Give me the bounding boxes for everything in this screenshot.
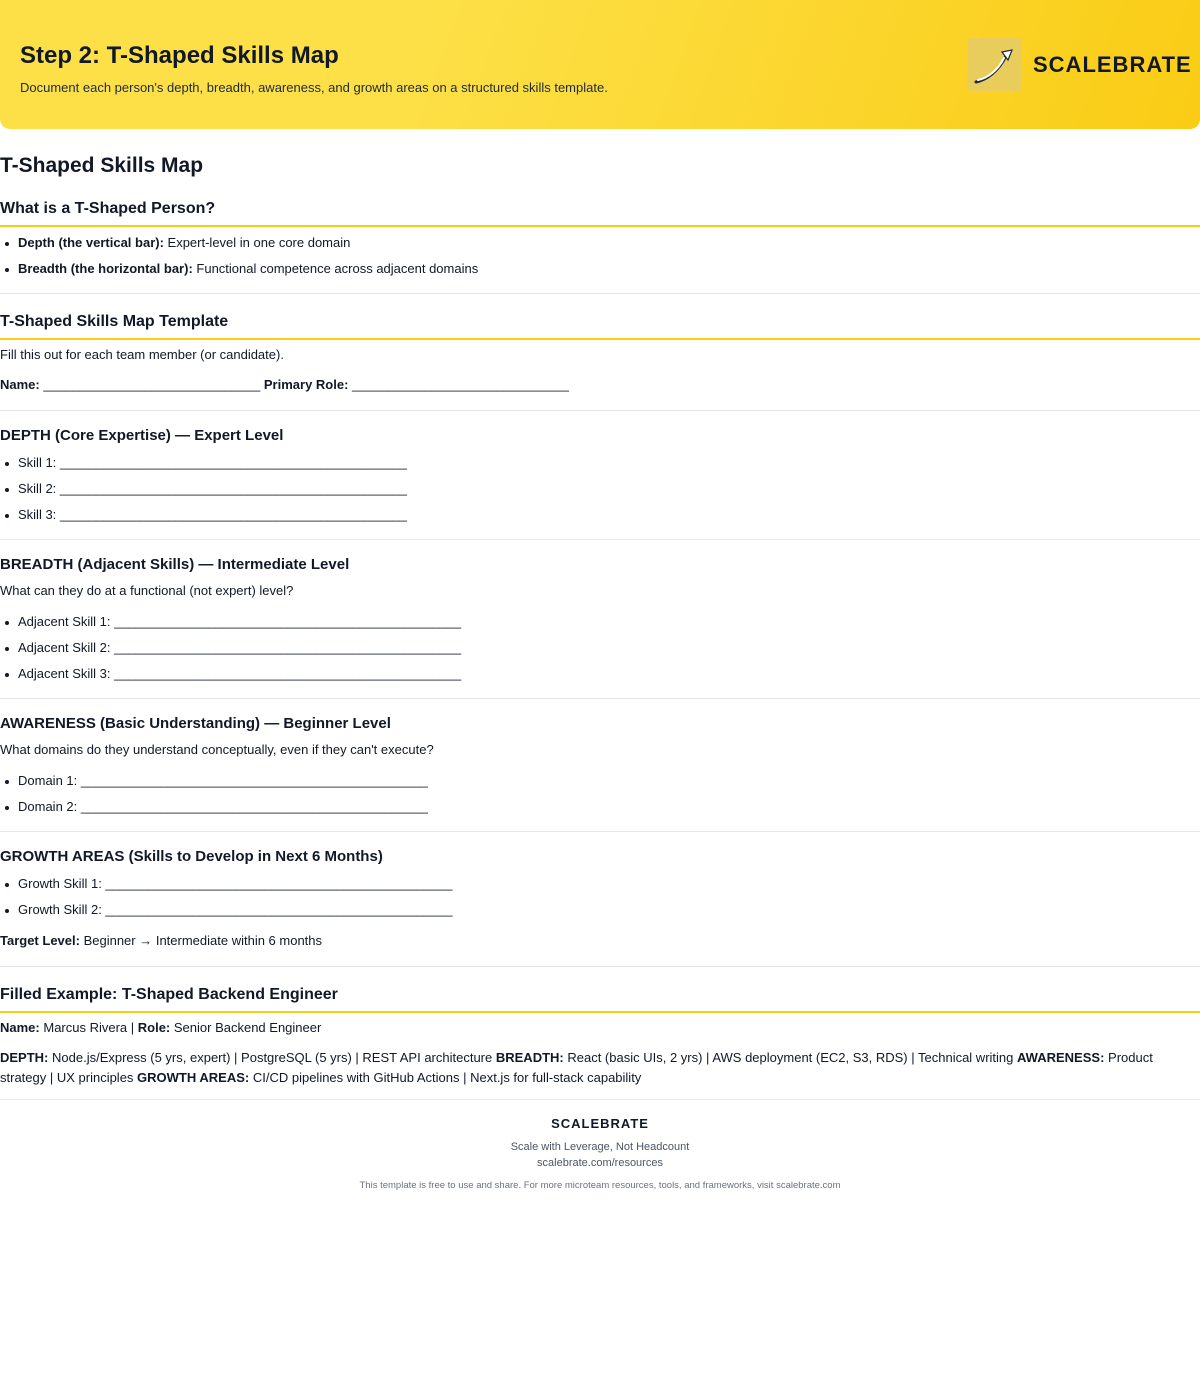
list-item: Growth Skill 1: ________________________________________________ <box>18 876 453 891</box>
header-title: Step 2: T-Shaped Skills Map <box>20 42 339 69</box>
divider <box>0 966 1200 967</box>
list-item: Growth Skill 2: ________________________________________________ <box>18 902 453 917</box>
list-item: Breadth (the horizontal bar): Functional competence across adjacent domains <box>18 261 479 276</box>
section-heading-what-is: What is a T-Shaped Person? <box>0 200 216 217</box>
section-divider <box>0 225 1200 227</box>
list-item: Adjacent Skill 3: ________________________________________________ <box>18 666 462 681</box>
section-divider <box>0 338 1200 340</box>
section-heading-template: T-Shaped Skills Map Template <box>0 313 229 330</box>
list-item: Adjacent Skill 2: ________________________________________________ <box>18 640 462 655</box>
rising-arrow-icon <box>968 38 1021 91</box>
footer-brand: SCALEBRATE <box>551 1116 649 1131</box>
list-item: Skill 1: ________________________________________________ <box>18 455 407 470</box>
footer-tagline: Scale with Leverage, Not Headcount <box>510 1141 690 1153</box>
divider <box>0 698 1200 699</box>
list-item: Domain 2: ________________________________________________ <box>18 799 428 814</box>
divider <box>0 293 1200 294</box>
divider <box>0 539 1200 540</box>
example-name-role: Name: Marcus Rivera | Role: Senior Backend Engineer <box>0 1020 322 1035</box>
list-item: Skill 2: ________________________________________________ <box>18 481 407 496</box>
target-level: Target Level: Beginner → Intermediate within 6 months <box>0 933 323 948</box>
name-role-line: Name: ______________________________ Primary Role: ______________________________ <box>0 377 569 392</box>
template-intro: Fill this out for each team member (or candidate). <box>0 347 284 362</box>
depth-heading: DEPTH (Core Expertise) — Expert Level <box>0 427 284 444</box>
list-item: Skill 3: ________________________________________________ <box>18 507 407 522</box>
divider <box>0 1099 1200 1100</box>
awareness-question: What domains do they understand conceptually, even if they can't execute? <box>0 742 434 757</box>
example-details: DEPTH: Node.js/Express (5 yrs, expert) | PostgreSQL (5 yrs) | REST API architecture BREADTH: React (basic UIs, 2 yrs) | AWS deployment (EC2, S3, RDS) | Technical writing AWARENESS: Product strategy | UX principles GROWTH AREAS: CI/CD pipelines with GitHub Actions | Next.js for full-stack capability <box>0 1050 1153 1085</box>
breadth-question: What can they do at a functional (not expert) level? <box>0 583 294 598</box>
awareness-heading: AWARENESS (Basic Understanding) — Beginner Level <box>0 715 391 732</box>
breadth-heading: BREADTH (Adjacent Skills) — Intermediate Level <box>0 556 350 573</box>
list-item: Adjacent Skill 1: ________________________________________________ <box>18 614 462 629</box>
page-title: T-Shaped Skills Map <box>0 154 204 177</box>
growth-heading: GROWTH AREAS (Skills to Develop in Next 6 Months) <box>0 848 383 865</box>
list-item: Depth (the vertical bar): Expert-level in one core domain <box>18 235 351 250</box>
footer-url[interactable]: scalebrate.com/resources <box>537 1157 663 1169</box>
brand-name: SCALEBRATE <box>1033 52 1192 77</box>
header-banner <box>0 0 1200 129</box>
list-item: Domain 1: ________________________________________________ <box>18 773 428 788</box>
section-heading-example: Filled Example: T-Shaped Backend Engineer <box>0 986 338 1003</box>
section-divider <box>0 1011 1200 1013</box>
footer-note: This template is free to use and share. For more microteam resources, tools, and frameworks, visit scalebrate.com <box>359 1180 841 1191</box>
header-subtitle: Document each person's depth, breadth, awareness, and growth areas on a structured skills template. <box>20 80 608 95</box>
divider <box>0 831 1200 832</box>
divider <box>0 410 1200 411</box>
